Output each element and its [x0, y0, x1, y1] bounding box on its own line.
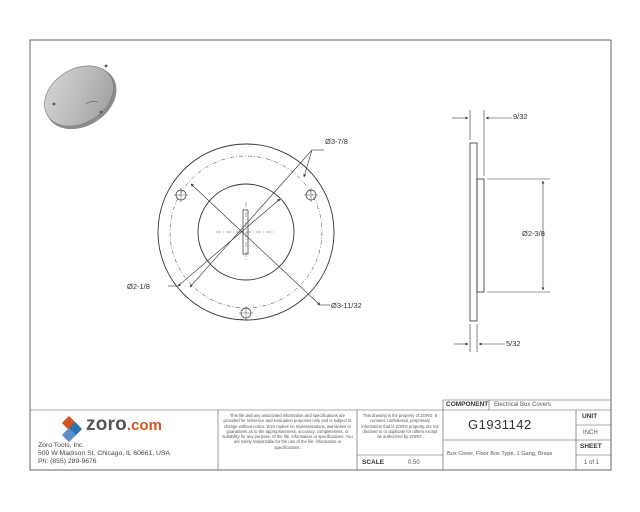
unit-label: UNIT [582, 413, 598, 420]
property-notice-text: This drawing is the property of ZORO. It contains confidential, proprietary information that is ZORO property. Do not disclose to or duplicate for others except as authorized by ZORO. [361, 413, 439, 439]
front-view-dimension-lines [168, 150, 330, 305]
part-description: Box Cover, Floor Box Type, 1 Gang, Brass [447, 451, 553, 457]
component-value: Electrical Box Covers [494, 402, 552, 408]
unit-value: INCH [583, 430, 598, 436]
brand-tld: .com [126, 417, 162, 434]
thickness-bottom-dimension: 5/32 [506, 339, 521, 348]
company-name: Zoro Tools, Inc. [38, 442, 85, 449]
scale-label: SCALE [362, 459, 385, 466]
scale-value: 0.50 [408, 460, 420, 466]
zoro-logo-icon [62, 416, 82, 442]
cover-side-view [470, 143, 484, 321]
company-phone: Ph: (855) 289-9676 [38, 458, 97, 465]
sheet-value: 1 of 1 [584, 460, 600, 466]
brand-main: zoro [86, 414, 127, 435]
brand-logo-text [86, 415, 162, 434]
side-height-dimension: Ø2-3/8 [522, 229, 545, 238]
cover-isometric-view [33, 53, 128, 141]
sheet-label: SHEET [580, 443, 602, 450]
part-number: G1931142 [468, 417, 532, 432]
company-address: 500 W Madison St, Chicago, IL 60661, USA [38, 450, 170, 457]
inner-diameter-dimension: Ø2-1/8 [127, 282, 150, 291]
component-label: COMPONENT [446, 401, 489, 408]
disclaimer-text: This file and any associated information and specifications are provided for reference and evaluation purposes only and is subject to change without notice. Zoro makes no representations, warranties or guarantees as to the appropriateness, accuracy, completeness, or suitability for any purpose, of the file, information or specifications. You are solely responsible for the use of the file, information or specifications. [222, 413, 353, 450]
bolt-circle-dimension: Ø3-7/8 [325, 137, 348, 146]
outer-diameter-dimension: Ø3-11/32 [331, 301, 362, 310]
thickness-top-dimension: 9/32 [513, 112, 528, 121]
